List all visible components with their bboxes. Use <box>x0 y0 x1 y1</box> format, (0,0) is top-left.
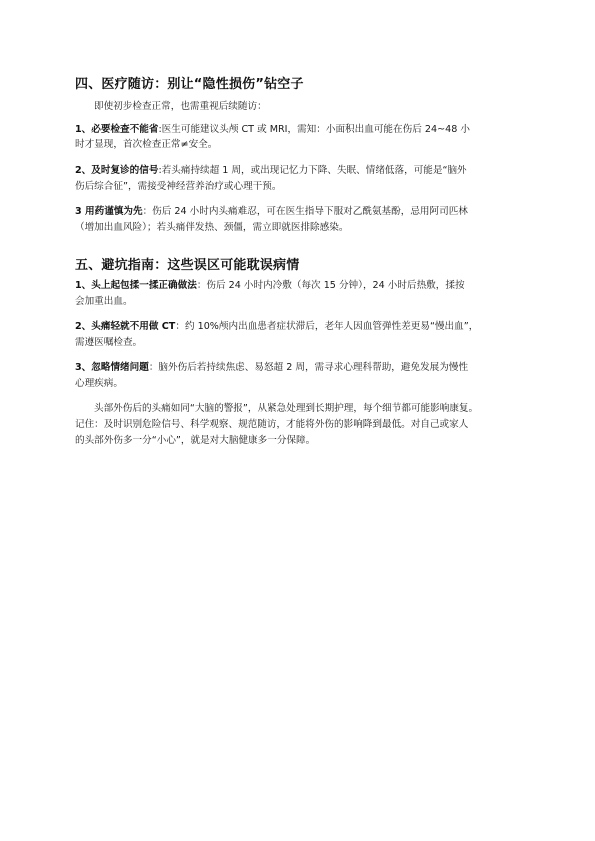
section-5-item-3-cont: 心理疾病。 <box>75 378 123 389</box>
item-text: :医生可能建议头颅 CT 或 MRI，需知：小面积出血可能在伤后 24~48 小 <box>158 124 470 135</box>
section-5-item-1-cont: 会加重出血。 <box>75 296 133 307</box>
item-text: :若头痛持续超 1 周，或出现记忆力下降、失眠、情绪低落，可能是“脑外 <box>158 165 467 176</box>
item-label: 1、头上起包揉一揉正确做法 <box>75 280 197 291</box>
section-4-item-2 <box>75 165 467 177</box>
section-4-item-1-cont: 时才显现，首次检查正常≠安全。 <box>75 139 218 150</box>
item-text: ：伤后 24 小时内冷敷（每次 15 分钟），24 小时后热敷，揉按 <box>196 280 465 291</box>
section-4-intro: 即使初步检查正常，也需重视后续随访： <box>94 101 267 112</box>
section-5-item-1 <box>75 280 465 292</box>
item-label: 2、头痛轻就不用做 CT <box>75 321 176 332</box>
item-label: 3、忽略情绪问题 <box>75 362 149 373</box>
section-4-item-2-cont: 伤后综合征”，需接受神经营养治疗或心理干预。 <box>75 181 282 192</box>
section-4-heading: 四、医疗随访：别让“隐性损伤”钻空子 <box>75 77 304 92</box>
item-text: ：伤后 24 小时内头痛难忍，可在医生指导下服对乙酰氨基酚，忌用阿司匹林 <box>142 206 468 217</box>
item-text: ：脑外伤后若持续焦虑、易怒超 2 周，需寻求心理科帮助，避免发展为慢性 <box>148 362 469 373</box>
closing-line-2: 记住：及时识别危险信号、科学观察、规范随访，才能将外伤的影响降到最低。对自己或家人 <box>75 419 469 430</box>
closing-line-1: 头部外伤后的头痛如同“大脑的警报”，从紧急处理到长期护理，每个细节都可能影响康复。 <box>94 403 479 414</box>
section-4-item-3 <box>75 206 468 218</box>
section-5-item-3 <box>75 362 468 374</box>
section-5-item-2 <box>75 321 478 333</box>
section-4-item-3-cont: （增加出血风险）；若头痛伴发热、颈僵，需立即就医排除感染。 <box>75 222 349 233</box>
section-5-heading: 五、避坑指南：这些误区可能耽误病情 <box>75 258 300 273</box>
closing-line-3: 的头部外伤多一分“小心”，就是对大脑健康多一分保障。 <box>75 435 316 446</box>
item-label: 3 用药谨慎为先 <box>75 206 143 217</box>
item-label: 1、必要检查不能省 <box>75 124 159 135</box>
section-4-item-1 <box>75 124 470 136</box>
section-5-item-2-cont: 需遵医嘱检查。 <box>75 337 143 348</box>
item-label: 2、及时复诊的信号 <box>75 165 159 176</box>
item-text: ：约 10%颅内出血患者症状滞后，老年人因血管弹性差更易“慢出血”， <box>175 321 479 332</box>
